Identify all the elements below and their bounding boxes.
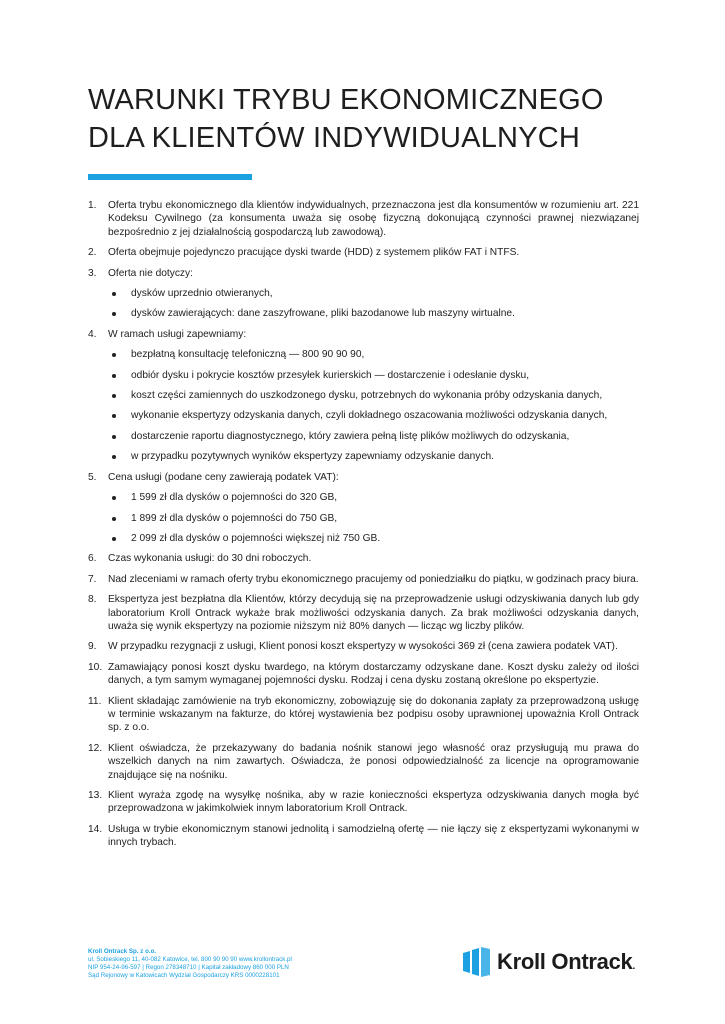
term-number: 13. [88, 790, 103, 801]
bullet-item: 1 599 zł dla dysków o pojemności do 320 GB, [108, 491, 639, 504]
term-item [88, 640, 639, 653]
term-text: Usługa w trybie ekonomicznym stanowi jednolitą i samodzielną ofertę — nie łączy się z ekspertyzami wykonanymi w innych trybach. [108, 823, 639, 849]
kroll-ontrack-logo [463, 945, 639, 979]
term-item [88, 573, 639, 586]
term-text: Oferta trybu ekonomicznego dla klientów indywidualnych, przeznaczona jest dla konsumentów w rozumieniu art. 221 Kodeksu Cywilnego (za konsumenta uważa się osobę fizyczną dokonującą czynności prawnej niezwiązanej bezpośrednio z jej działalnością gospodarczą lub zawodową). [108, 200, 639, 238]
footer-address: ul. Sobieskiego 11, 40-082 Katowice, tel. 800 90 90 90 www.krollontrack.pl [88, 955, 292, 963]
term-item [88, 695, 639, 735]
term-number: 6. [88, 553, 97, 565]
term-item [88, 246, 639, 259]
term-number: 11. [88, 695, 102, 707]
term-item [88, 471, 639, 546]
term-number: 7. [88, 573, 97, 585]
bullet-item: 2 099 zł dla dysków o pojemności większej niż 750 GB. [108, 532, 639, 545]
kroll-ontrack-logo-mark-icon [463, 947, 491, 977]
term-item [88, 661, 639, 688]
term-number: 4. [88, 328, 97, 340]
term-item [88, 789, 639, 816]
footer-registration: NIP 954-24-96-597 | Regon 278348710 | Kapitał zakładowy 860 000 PLN [88, 963, 289, 971]
term-text: Czas wykonania usługi: do 30 dni roboczych. [108, 553, 312, 565]
term-number: 5. [88, 471, 97, 483]
term-text: Klient składając zamówienie na tryb ekonomiczny, zobowiązuję się do dokonania zapłaty za przeprowadzoną usługę w terminie wskazanym na fakturze, do której wystawienia bez podpisu osoby uprawnionej upoważnia Kroll Ontrack sp. z o.o. [108, 695, 639, 734]
title-line-2: DLA KLIENTÓW INDYWIDUALNYCH [88, 122, 581, 154]
term-number: 2. [88, 247, 97, 259]
term-text: Nad zleceniami w ramach oferty trybu ekonomicznego pracujemy od poniedziałku do piątku, w godzinach pracy biura. [108, 573, 639, 585]
term-text: Oferta obejmuje pojedynczo pracujące dyski twarde (HDD) z systemem plików FAT i NTFS. [108, 247, 520, 259]
bullet-item: dostarczenie raportu diagnostycznego, który zawiera pełną listę plików możliwych do odzyskania, [108, 430, 639, 443]
bullet-item: odbiór dysku i pokrycie kosztów przesyłek kurierskich — dostarczenie i odesłanie dysku, [108, 369, 639, 382]
bullet-item: dysków zawierających: dane zaszyfrowane, pliki bazodanowe lub maszyny wirtualne. [108, 307, 639, 320]
term-item [88, 267, 639, 321]
term-text: W przypadku rezygnacji z usługi, Klient ponosi koszt ekspertyzy w wysokości 369 zł (cena zawiera podatek VAT). [108, 641, 618, 653]
term-number: 3. [88, 267, 97, 279]
term-text: W ramach usługi zapewniamy: [108, 328, 247, 340]
term-number: 12. [88, 742, 103, 754]
bullet-item: w przypadku pozytywnych wyników ekspertyzy zapewniamy odzyskanie danych. [108, 450, 639, 463]
title-accent-bar [88, 174, 252, 180]
bullet-item: bezpłatną konsultację telefoniczną — 800 90 90 90, [108, 348, 639, 361]
term-text: Cena usługi (podane ceny zawierają podatek VAT): [108, 471, 339, 483]
footer-company-name: Kroll Ontrack Sp. z o.o. [88, 948, 157, 955]
footer-company-info [88, 948, 418, 980]
logo-wordmark: Kroll Ontrack. [497, 949, 635, 974]
bullet-item: koszt części zamiennych do uszkodzonego dysku, potrzebnych do wykonania próby odzyskania danych, [108, 389, 639, 402]
terms-list [88, 199, 639, 857]
term-number: 14. [88, 823, 103, 835]
term-item [88, 328, 639, 464]
term-number: 10. [88, 661, 103, 673]
term-number: 8. [88, 594, 97, 606]
bullet-list [108, 287, 639, 321]
term-text: Klient oświadcza, że przekazywany do badania nośnik stanowi jego własność oraz przysługują mu prawa do wszelkich danych na nim zawartych. Oświadcza, że ponosi odpowiedzialność za licencje na oprogramowanie znajdujące się na nośniku. [108, 742, 639, 781]
footer-court: Sąd Rejonowy w Katowicach Wydział Gospodarczy KRS 0000228101 [88, 971, 280, 979]
term-item [88, 593, 639, 633]
term-text: Zamawiający ponosi koszt dysku twardego, na którym dostarczamy odzyskane dane. Koszt dysku zależy od ilości danych, a tym samym wymaganej pojemności dysku. Rodzaj i cena dysku zostaną określone po ekspertyzie. [108, 661, 639, 687]
term-item [88, 199, 639, 239]
bullet-list [108, 491, 639, 545]
term-text: Oferta nie dotyczy: [108, 267, 193, 279]
term-text: Ekspertyza jest bezpłatna dla Klientów, którzy decydują się na przeprowadzenie usługi odzyskiwania danych lub gdy laboratorium Kroll Ontrack wykaże brak możliwości odzyskania danych. Za brak możliwości odzyskania danych, uważa się wynik ekspertyzy na poziomie niższym niż 80% danych — licząc wg liczby plików. [108, 594, 639, 632]
term-number: 1. [88, 200, 97, 211]
bullet-item: 1 899 zł dla dysków o pojemności do 750 GB, [108, 512, 639, 525]
term-item [88, 823, 639, 850]
bullet-list [108, 348, 639, 463]
term-number: 9. [88, 641, 97, 653]
term-item [88, 552, 639, 565]
title-line-1: WARUNKI TRYBU EKONOMICZNEGO [88, 84, 604, 116]
term-item [88, 742, 639, 782]
document-title [88, 81, 604, 157]
term-text: Klient wyraża zgodę na wysyłkę nośnika, aby w razie konieczności ekspertyza odzyskiwania danych mogła być przeprowadzona w jakimkolwiek innym laboratorium Kroll Ontrack. [108, 790, 639, 815]
bullet-item: dysków uprzednio otwieranych, [108, 287, 639, 300]
bullet-item: wykonanie ekspertyzy odzyskania danych, czyli dokładnego oszacowania możliwości odzyskania danych, [108, 409, 639, 422]
